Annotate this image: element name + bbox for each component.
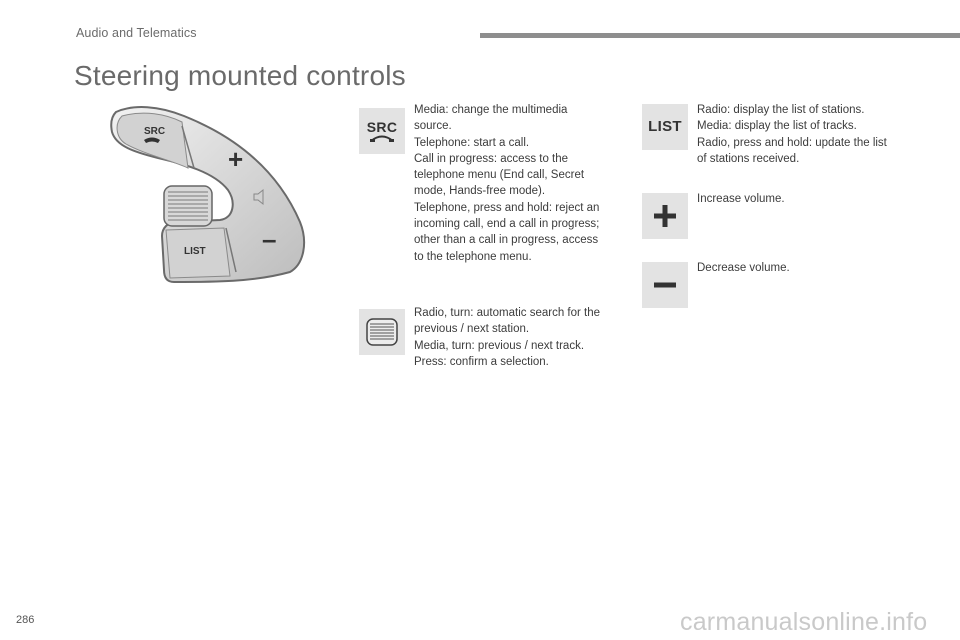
phone-handset-icon	[369, 134, 395, 142]
list-description: Radio: display the list of stations. Media: display the list of tracks. Radio, press and hold: update the list of stations received.	[697, 104, 887, 165]
section-label: Audio and Telematics	[76, 26, 197, 40]
thumb-wheel-icon	[359, 309, 405, 355]
volume-down-icon	[642, 262, 688, 308]
list-icon-label: LIST	[648, 118, 682, 135]
header-bar	[480, 33, 960, 38]
src-button-icon	[359, 108, 405, 154]
thumb-wheel-description: Radio, turn: automatic search for the previous / next station. Media, turn: previous / next track. Press: confirm a selection.	[414, 307, 601, 368]
watermark: carmanualsonline.info	[680, 608, 928, 636]
volume-down-description: Decrease volume.	[697, 262, 790, 274]
page-number: 286	[16, 614, 35, 626]
illustration-minus-label: –	[262, 224, 277, 254]
list-button-icon	[642, 104, 688, 150]
src-icon-label: SRC	[366, 119, 398, 135]
volume-up-icon	[642, 193, 688, 239]
illustration-src-label: SRC	[144, 126, 166, 137]
volume-up-description: Increase volume.	[697, 193, 785, 205]
page-title: Steering mounted controls	[74, 60, 406, 91]
illustration-plus-label: +	[228, 144, 244, 174]
illustration-list-label: LIST	[184, 246, 206, 257]
steering-controls-illustration	[104, 102, 310, 284]
src-description: Media: change the multimedia source. Telephone: start a call. Call in progress: access to the telephone menu (End call, Secret mode, Hands-free mode). Telephone, press and hold: reject an incoming call, end a call in progress; other than a call in progress, access to the telephone menu.	[414, 104, 600, 263]
